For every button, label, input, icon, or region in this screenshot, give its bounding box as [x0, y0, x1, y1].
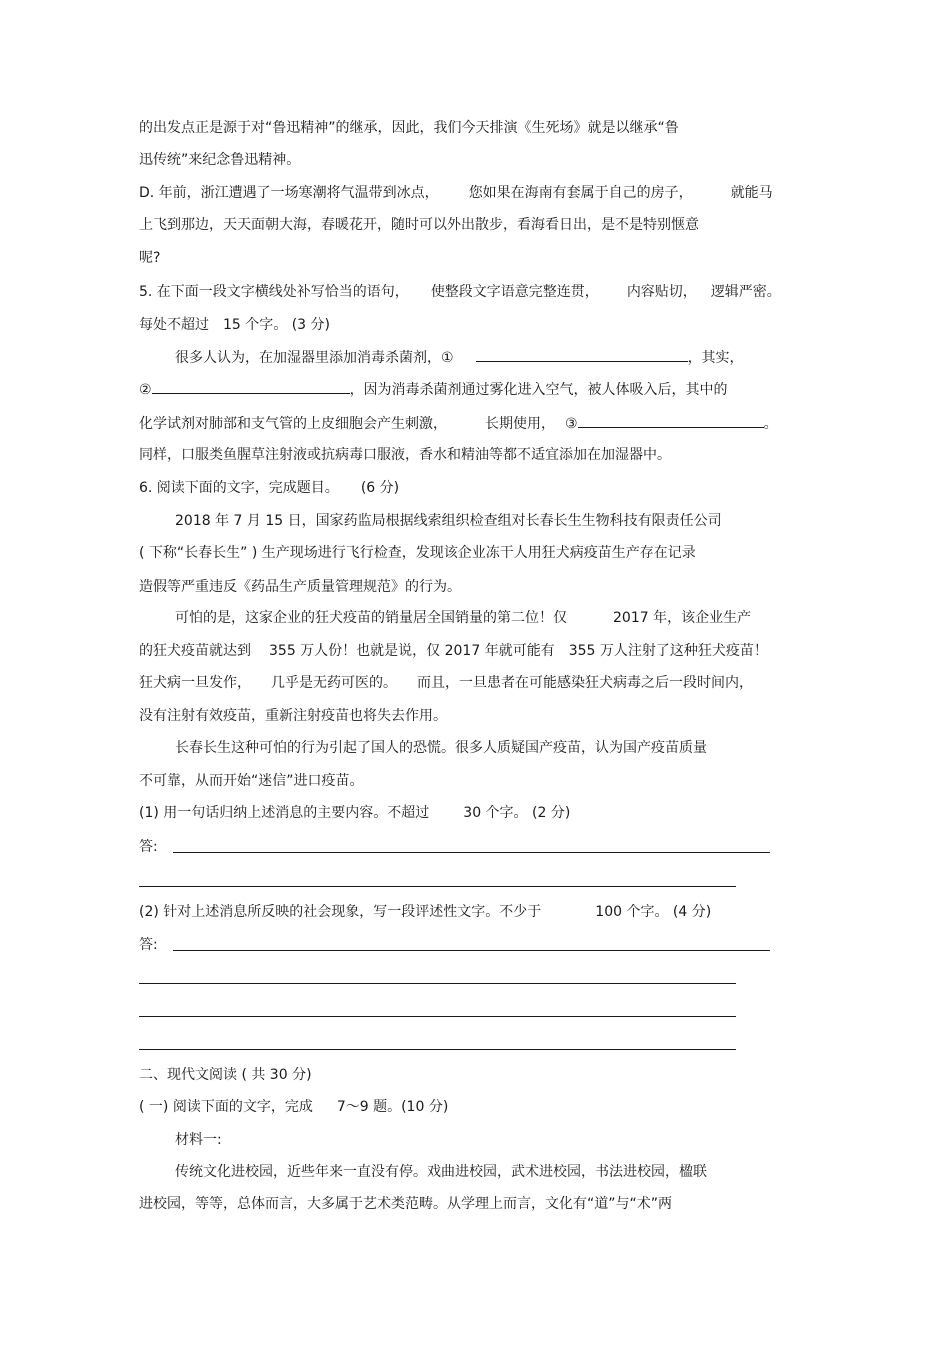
q6-para3-line-1: 长春长生这种可怕的行为引起了国人的恐慌。很多人质疑国产疫苗，认为国产疫苗质量 [175, 740, 707, 756]
answer-label-1: 答: [139, 839, 158, 855]
q5-p2-b: ，因为消毒杀菌剂通过雾化进入空气，被人体吸入后，其中的 [349, 382, 728, 398]
q6-sub2-a: (2) 针对上述消息所反映的社会现象，写一段评述性文字。不少于 [139, 904, 542, 920]
q5-passage-line-4: 同样，口服类鱼腥草注射液或抗病毒口服液，香水和精油等都不适宜添加在加湿器中。 [139, 447, 671, 463]
answer-line-2a[interactable] [173, 950, 770, 951]
blank-3[interactable] [578, 413, 764, 428]
q6-p2l3-b: 几乎是无药可医的。 [271, 675, 397, 691]
part1-a: ( 一) 阅读下面的文字，完成 [139, 1099, 313, 1115]
q5-passage-line-2 [139, 379, 728, 399]
q5-limit-b: 15 个字。 (3 分) [223, 317, 330, 333]
answer-label-2: 答: [139, 937, 158, 953]
q6-p2l2-a: 的狂犬疫苗就达到 [139, 643, 251, 659]
q6-para2-line-3 [139, 673, 753, 693]
q6-sub2-b: 100 个字。 (4 分) [595, 904, 712, 920]
section-2-heading: 二、现代文阅读 ( 共 30 分) [139, 1067, 312, 1083]
question-6-title [139, 478, 399, 498]
q6-sub1-b: 30 个字。 (2 分) [463, 805, 571, 821]
q6-p2l1-b: 2017 年，该企业生产 [613, 610, 752, 626]
part1-b: 7～9 题。(10 分) [336, 1099, 449, 1115]
q6-subquestion-1 [139, 803, 570, 823]
q5-p1-b: ，其实， [687, 350, 744, 366]
q6-title-b: (6 分) [360, 480, 400, 496]
section-2-part-1 [139, 1097, 448, 1117]
q6-para1-line-3: 造假等严重违反《药品生产质量管理规范》的行为。 [139, 579, 461, 595]
option-d-seg-3: 就能马 [730, 185, 773, 201]
q6-para3-line-2: 不可靠，从而开始“迷信”进口疫苗。 [139, 773, 364, 789]
option-d-line-2: 上飞到那边，天天面朝大海，春暖花开，随时可以外出散步，看海看日出，是不是特别惬意 [139, 217, 699, 233]
q6-sub1-a: (1) 用一句话归纳上述消息的主要内容。不超过 [139, 805, 430, 821]
answer-line-1a[interactable] [173, 852, 770, 853]
q6-para2-line-1 [175, 608, 751, 628]
q6-subquestion-2 [139, 902, 711, 922]
option-d-line-3: 呢? [139, 250, 161, 266]
material-label: 材料一: [175, 1132, 222, 1148]
q5-limit-a: 每处不超过 [139, 317, 209, 333]
q6-p2l1-a: 可怕的是，这家企业的狂犬疫苗的销量居全国销量的第二位！仅 [175, 610, 567, 626]
answer-line-2d[interactable] [139, 1049, 736, 1050]
question-5-title [139, 282, 781, 302]
blank-1[interactable] [476, 347, 688, 362]
q5-p3-a: 化学试剂对肺部和支气管的上皮细胞会产生刺激， [139, 416, 447, 432]
q5-passage-line-1 [175, 347, 744, 367]
q6-p2l3-a: 狂犬病一旦发作， [139, 675, 251, 691]
option-d-line-1 [139, 183, 773, 203]
q6-para2-line-2 [139, 641, 768, 661]
q6-title-a: 6. 阅读下面的文字，完成题目。 [139, 480, 339, 496]
option-c-tail-line-1: 的出发点正是源于对“鲁迅精神”的继承，因此，我们今天排演《生死场》就是以继承“鲁 [139, 120, 679, 136]
q5-passage-line-3 [139, 413, 778, 433]
q6-para2-line-4: 没有注射有效疫苗，重新注射疫苗也将失去作用。 [139, 708, 447, 724]
answer-line-2b[interactable] [139, 983, 736, 984]
question-5-limit [139, 315, 330, 335]
q5-seg-3: 内容贴切， [626, 284, 697, 300]
q5-p3-b: 长期使用， [485, 416, 555, 432]
q6-p2l2-b: 355 万人份！也就是说，仅 2017 年就可能有 [269, 643, 555, 659]
q6-p2l2-c: 355 万人注射了这种狂犬疫苗！ [568, 643, 768, 659]
q5-p1-a: 很多人认为，在加湿器里添加消毒杀菌剂，① [175, 350, 454, 366]
q5-p3-d: 。 [763, 416, 778, 432]
q5-p3-c: ③ [565, 416, 578, 432]
blank-2[interactable] [152, 379, 350, 394]
q5-seg-2: 使整段文字语意完整连贯， [430, 284, 599, 300]
option-c-tail-line-2: 迅传统”来纪念鲁迅精神。 [139, 152, 301, 168]
q6-para1-line-2: ( 下称“长春长生” ) 生产现场进行飞行检查，发现该企业冻干人用狂犬病疫苗生产存在记录 [139, 545, 696, 561]
answer-line-2c[interactable] [139, 1016, 736, 1017]
q6-p2l3-c: 而且，一旦患者在可能感染狂犬病毒之后一段时间内， [417, 675, 753, 691]
option-d-seg-1: D. 年前，浙江遭遇了一场寒潮将气温带到冰点， [139, 185, 439, 201]
q6-para1-line-1: 2018 年 7 月 15 日，国家药监局根据线索组织检查组对长春长生生物科技有限责任公司 [175, 513, 722, 529]
q5-seg-1: 5. 在下面一段文字横线处补写恰当的语句， [139, 284, 409, 300]
option-d-seg-2: 您如果在海南有套属于自己的房子， [468, 185, 693, 201]
material-1-line-2: 进校园，等等，总体而言，大多属于艺术类范畴。从学理上而言，文化有“道”与“术”两 [139, 1196, 673, 1212]
material-1-line-1: 传统文化进校园，近些年来一直没有停。戏曲进校园，武术进校园，书法进校园，楹联 [175, 1164, 707, 1180]
q5-seg-4: 逻辑严密。 [710, 284, 781, 300]
q5-p2-a: ② [139, 382, 152, 398]
answer-line-1b[interactable] [139, 886, 736, 887]
